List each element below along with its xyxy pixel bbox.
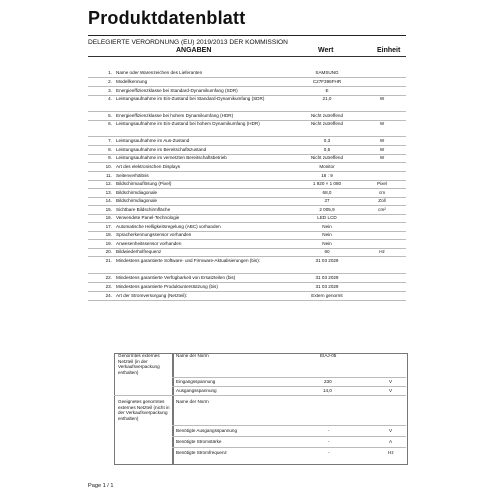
row-value: 31 03 2029 [315, 275, 339, 280]
psu-ben-stromfrequenz-unit: Hz [388, 450, 394, 455]
row-label: Bildschirmdiagonale [116, 190, 158, 195]
row-label: Leistungsaufnahme im vernetzten Bereitschaftsbetrieb [116, 155, 227, 160]
row-number: 19. [105, 241, 112, 246]
psu-eingangsspannung-label: Eingangsspannung [176, 379, 216, 384]
row-value: Extern genormt [311, 293, 343, 298]
row-number: 16. [105, 215, 112, 220]
row-label: Energieeffizienzklasse bei Standard-Dynamikumfang (SDR) [116, 88, 238, 93]
row-value: 68,0 [322, 190, 332, 195]
row-label: Name oder Warenzeichen des Lieferanten [116, 70, 203, 75]
row-value: Nicht zutreffend [310, 121, 344, 126]
row-value: LED LCD [317, 215, 337, 220]
row-label: Leistungsaufnahme im Bereitschaftszustand [116, 147, 207, 152]
row-unit: W [379, 96, 385, 101]
row-number: 8. [108, 147, 112, 152]
row-unit: Zoll [378, 198, 386, 203]
row-value: 27 [324, 198, 330, 203]
row-label: Seitenverhältnis [116, 173, 149, 178]
row-value: 31 03 2029 [315, 258, 339, 263]
column-header-angaben: ANGABEN [176, 47, 212, 54]
row-divider [88, 162, 406, 163]
row-divider [88, 145, 406, 146]
row-number: 11. [105, 173, 112, 178]
row-value: Nein [322, 224, 332, 229]
psu-name-der-norm-label: Name der Norm [176, 353, 209, 358]
row-label: Art des elektronischen Displays [116, 164, 181, 169]
row-label: Leistungsaufnahme im Aus-Zustand [116, 138, 190, 143]
row-number: 4. [108, 96, 112, 101]
psu-ben-stromfrequenz-value: - [328, 450, 330, 455]
page-title: Produktdatenblatt [88, 8, 246, 28]
psu-eingangsspannung-unit: V [389, 379, 393, 384]
row-unit: cm [378, 190, 386, 195]
row-value: SAMSUNG [315, 70, 339, 75]
row-number: 21. [105, 258, 112, 263]
row-label: Leistungsaufnahme im Ein-Zustand bei hohem Dynamikumfang (HDR) [116, 121, 260, 126]
psu-eingangsspannung-value: 230 [324, 379, 332, 384]
row-label: Anwesenheitssensor vorhanden [116, 241, 182, 246]
psu-ben-stromstaerke-value: - [328, 439, 330, 444]
row-number: 13. [105, 190, 112, 195]
row-number: 24. [105, 293, 112, 298]
row-value: C27F396FHR [312, 79, 342, 84]
row-unit: cm² [378, 207, 386, 212]
row-value: 21,0 [322, 96, 332, 101]
row-divider [88, 239, 406, 240]
row-divider [88, 256, 406, 257]
row-divider [88, 282, 406, 283]
psu-ausgangsspannung-label: Ausgangsspannung [176, 388, 217, 393]
psu-ben-ausgangsspannung-value: - [328, 428, 330, 433]
row-label: Bildschirmauflösung (Pixel) [116, 181, 172, 186]
row-label: Leistungsaufnahme im Ein-Zustand bei Standard-Dynamikumfang (SDR) [116, 96, 265, 101]
row-value: Nein [322, 232, 332, 237]
row-number: 22. [105, 275, 112, 280]
row-divider [88, 171, 406, 172]
psu-ausgangsspannung-value: 14,0 [323, 388, 332, 393]
row-number: 14. [105, 198, 112, 203]
row-value: 1 920 × 1 080 [312, 181, 342, 186]
row-label: Mindestens garantierte Produktunterstützung (bis) [116, 284, 218, 289]
psu-name-der-norm2-label: Name der Norm [176, 399, 209, 404]
row-number: 5. [108, 113, 112, 118]
row-divider [88, 300, 406, 301]
row-label: Spracherkennungssensor vorhanden [116, 232, 192, 237]
row-number: 10. [105, 164, 112, 169]
row-label: Verwendete Panel-Technologie [116, 215, 180, 220]
psu-inner-divider [172, 353, 174, 465]
psu-geeignet-label: Geeignetes genormtes externes Netzteil (nicht in der Verkaufsverpackung enthalten) [118, 399, 170, 421]
row-label: Bildwiederholfrequenz [116, 249, 162, 254]
row-label: Mindestens garantierte Software- und Firmware-Aktualisierungen (bis): [116, 258, 260, 263]
regulation-subtitle: DELEGIERTE VERORDNUNG (EU) 2019/2013 DER KOMMISSION [88, 39, 288, 46]
row-unit: W [379, 147, 385, 152]
row-divider [88, 77, 406, 78]
row-number: 12. [105, 181, 112, 186]
row-value: 0,5 [323, 147, 331, 152]
title-divider [88, 35, 406, 36]
column-header-wert: Wert [318, 47, 334, 54]
row-divider [88, 273, 406, 274]
psu-ben-stromfrequenz-label: Benötigte Stromfrequenz [176, 450, 227, 455]
row-divider [88, 205, 406, 206]
row-value: Monitor [319, 164, 335, 169]
row-label: Energieeffizienzklasse bei hohem Dynamikumfang (HDR) [116, 113, 234, 118]
row-unit: Hz [379, 249, 385, 254]
row-value: 31 03 2029 [315, 284, 339, 289]
row-unit: Pixel [377, 181, 387, 186]
row-divider [88, 136, 406, 137]
row-value: Nicht zutreffend [310, 155, 344, 160]
row-number: 23. [105, 284, 112, 289]
header-divider [88, 56, 406, 57]
row-number: 9. [108, 155, 112, 160]
row-label: Automatische Helligkeitsregelung (ABC) vorhanden [116, 224, 221, 229]
psu-ben-ausgangsspannung-unit: V [389, 428, 393, 433]
row-value: 16 : 9 [321, 173, 333, 178]
row-unit: W [379, 155, 385, 160]
row-number: 20. [105, 249, 112, 254]
psu-ausgangsspannung-unit: V [389, 388, 393, 393]
psu-ben-ausgangsspannung-label: Benötigte Ausgangsspannung [176, 428, 238, 433]
row-divider [88, 222, 406, 223]
row-label: Art der Stromversorgung (Netzteil): [116, 293, 188, 298]
row-unit: W [379, 138, 385, 143]
row-value: 2 005,9 [319, 207, 335, 212]
row-value: Nicht zutreffend [310, 113, 344, 118]
row-value: 60 [324, 249, 330, 254]
row-value: 0,3 [323, 138, 331, 143]
row-value: E [325, 88, 329, 93]
row-label: Mindestens garantierte Verfügbarkeit von Ersatzteilen (bis) [116, 275, 236, 280]
psu-name-der-norm-value: EIAJ-05 [320, 353, 337, 358]
row-number: 2. [108, 79, 112, 84]
row-number: 18. [105, 232, 112, 237]
row-divider [88, 86, 406, 87]
row-label: Sichtbare Bildschirmfläche [116, 207, 171, 212]
page-footer: Page 1 / 1 [88, 483, 114, 489]
psu-ben-stromstaerke-unit: A [389, 439, 393, 444]
row-divider [88, 111, 406, 112]
row-number: 7. [108, 138, 112, 143]
column-header-einheit: Einheit [377, 47, 401, 54]
row-number: 15. [105, 207, 112, 212]
row-unit: W [379, 121, 385, 126]
row-value: Nein [322, 241, 332, 246]
row-divider [88, 291, 406, 292]
row-number: 17. [105, 224, 112, 229]
row-number: 1. [108, 70, 112, 75]
row-label: Bildschirmdiagonale [116, 198, 158, 203]
row-label: Modellkennung [116, 79, 148, 84]
row-number: 3. [108, 88, 112, 93]
psu-ben-stromstaerke-label: Benötigte Stromstärke [176, 439, 222, 444]
psu-genormt-label: Genormtes externes Netzteil (in der Verkaufsverpackung enthalten) [118, 353, 160, 375]
row-number: 6. [108, 121, 112, 126]
row-divider [88, 188, 406, 189]
